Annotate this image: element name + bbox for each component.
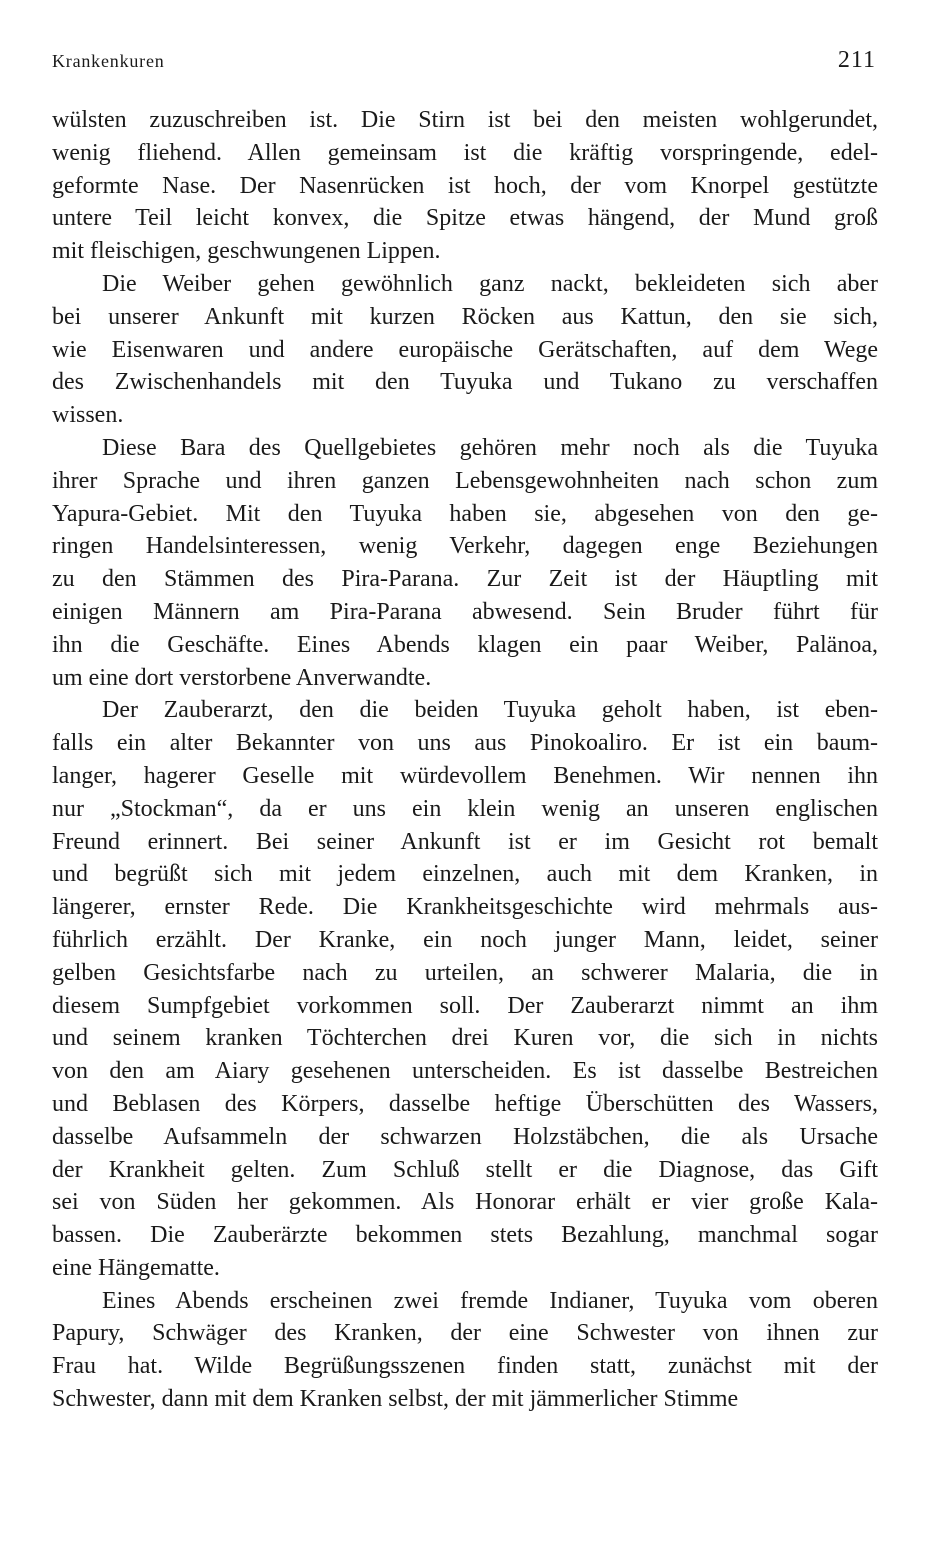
text-line: diesem Sumpfgebiet vorkommen soll. Der Zauberarzt nimmt an ihm: [52, 992, 878, 1019]
text-line: Der Zauberarzt, den die beiden Tuyuka geholt haben, ist eben-: [102, 697, 878, 724]
text-line: Papury, Schwäger des Kranken, der eine Schwester von ihnen zur: [52, 1320, 878, 1347]
text-line: Frau hat. Wilde Begrüßungsszenen finden statt, zunächst mit der: [52, 1353, 878, 1380]
text-line: eine Hängematte.: [52, 1254, 220, 1281]
text-line: ihn die Geschäfte. Eines Abends klagen ein paar Weiber, Palänoa,: [52, 631, 878, 658]
text-line: ihrer Sprache und ihren ganzen Lebensgewohnheiten nach schon zum: [52, 467, 878, 494]
text-line: und seinem kranken Töchterchen drei Kuren vor, die sich in nichts: [52, 1025, 878, 1052]
text-line: Freund erinnert. Bei seiner Ankunft ist er im Gesicht rot bemalt: [52, 828, 878, 855]
text-line: bei unserer Ankunft mit kurzen Röcken aus Kattun, den sie sich,: [52, 303, 878, 330]
running-header: [52, 47, 878, 77]
text-line: zu den Stämmen des Pira-Parana. Zur Zeit ist der Häuptling mit: [52, 566, 878, 593]
running-title: Krankenkuren: [52, 51, 165, 71]
paragraph: [52, 104, 878, 268]
text-line: gelben Gesichtsfarbe nach zu urteilen, an schwerer Malaria, die in: [52, 959, 878, 986]
text-line: ringen Handelsinteressen, wenig Verkehr, dagegen enge Beziehungen: [52, 533, 878, 560]
text-line: der Krankheit gelten. Zum Schluß stellt er die Diagnose, das Gift: [52, 1156, 878, 1183]
text-line: und begrüßt sich mit jedem einzelnen, auch mit dem Kranken, in: [52, 861, 878, 888]
text-line: führlich erzählt. Der Kranke, ein noch junger Mann, leidet, seiner: [52, 926, 878, 953]
text-line: langer, hagerer Geselle mit würdevollem Benehmen. Wir nennen ihn: [52, 762, 878, 789]
text-line: um eine dort verstorbene Anverwandte.: [52, 664, 432, 691]
text-line: wülsten zuzuschreiben ist. Die Stirn ist bei den meisten wohlgerundet,: [52, 107, 878, 133]
paragraph: [52, 268, 878, 432]
text-line: wissen.: [52, 402, 124, 429]
text-line: Yapura-Gebiet. Mit den Tuyuka haben sie, abgesehen von den ge-: [52, 500, 878, 527]
text-line: dasselbe Aufsammeln der schwarzen Holzstäbchen, die als Ursache: [52, 1123, 878, 1150]
body-text: [52, 104, 878, 1416]
text-line: untere Teil leicht konvex, die Spitze etwas hängend, der Mund groß: [52, 205, 878, 232]
text-line: geformte Nase. Der Nasenrücken ist hoch, der vom Knorpel gestützte: [52, 172, 878, 199]
text-line: bassen. Die Zauberärzte bekommen stets Bezahlung, manchmal sogar: [52, 1222, 878, 1249]
text-line: Schwester, dann mit dem Kranken selbst, der mit jämmerlicher Stimme: [52, 1386, 739, 1413]
paragraph: [52, 694, 878, 1284]
page-number: 211: [837, 47, 876, 73]
paragraph: [52, 1285, 878, 1416]
text-line: Diese Bara des Quellgebietes gehören mehr noch als die Tuyuka: [102, 434, 878, 461]
text-line: wie Eisenwaren und andere europäische Gerätschaften, auf dem Wege: [52, 336, 878, 363]
text-line: Eines Abends erscheinen zwei fremde Indianer, Tuyuka vom oberen: [102, 1287, 878, 1314]
text-line: falls ein alter Bekannter von uns aus Pinokoaliro. Er ist ein baum-: [52, 730, 878, 757]
text-line: längerer, ernster Rede. Die Krankheitsgeschichte wird mehrmals aus-: [52, 894, 878, 921]
text-line: nur „Stockman“, da er uns ein klein wenig an unseren englischen: [52, 795, 878, 822]
text-line: mit fleischigen, geschwungenen Lippen.: [52, 238, 441, 265]
text-line: des Zwischenhandels mit den Tuyuka und Tukano zu verschaffen: [52, 369, 878, 396]
text-line: einigen Männern am Pira-Parana abwesend. Sein Bruder führt für: [52, 598, 878, 625]
text-line: und Beblasen des Körpers, dasselbe heftige Überschütten des Wassers,: [52, 1090, 878, 1117]
text-line: von den am Aiary gesehenen unterscheiden. Es ist dasselbe Bestreichen: [52, 1058, 878, 1085]
paragraph: [52, 432, 878, 694]
text-line: Die Weiber gehen gewöhnlich ganz nackt, bekleideten sich aber: [102, 270, 878, 297]
text-line: wenig fliehend. Allen gemeinsam ist die kräftig vorspringende, edel-: [52, 139, 878, 166]
text-line: sei von Süden her gekommen. Als Honorar erhält er vier große Kala-: [52, 1189, 878, 1216]
